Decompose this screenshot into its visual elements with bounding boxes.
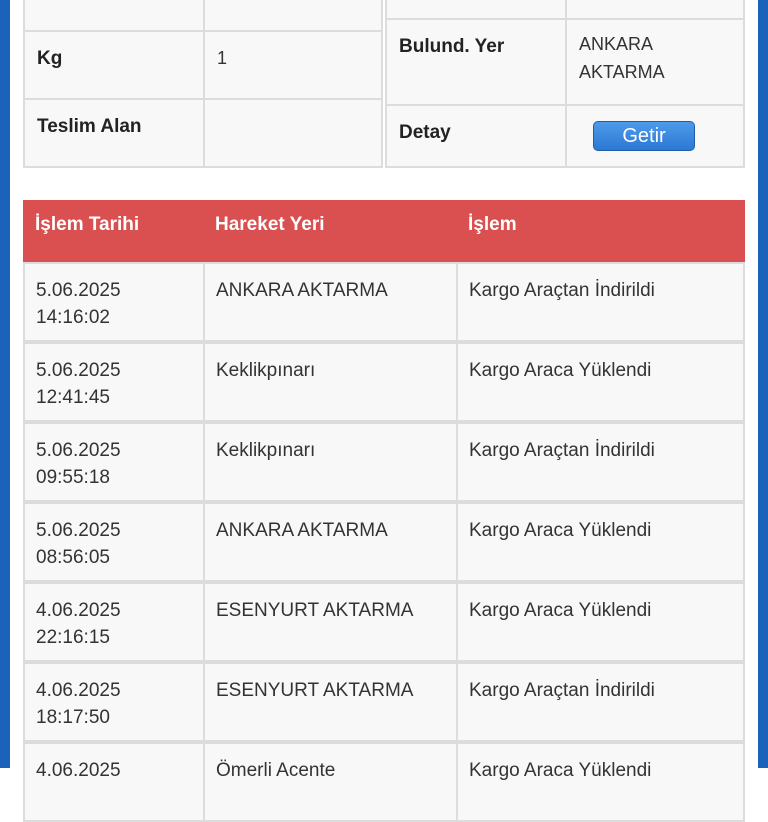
row-time: 22:16:15: [36, 627, 110, 648]
kg-value-cell: [203, 30, 383, 100]
header-islem-tarihi-label: İşlem Tarihi: [35, 214, 140, 235]
getir-button[interactable]: Getir: [593, 121, 695, 151]
action-cell: [456, 742, 745, 822]
action-cell: [456, 262, 745, 342]
row-date: 5.06.2025: [36, 520, 121, 541]
date-cell: [23, 742, 205, 822]
info-cell-top-right: [203, 0, 383, 32]
header-islem: [456, 200, 745, 262]
bulund-yer-label: Bulund. Yer: [399, 36, 505, 57]
date-cell: [23, 662, 205, 742]
row-place: Ömerli Acente: [216, 760, 336, 781]
row-place: Keklikpınarı: [216, 440, 316, 461]
row-action: Kargo Araçtan İndirildi: [469, 680, 655, 701]
row-date: 5.06.2025: [36, 440, 121, 461]
teslim-alan-label-cell: [23, 98, 205, 168]
row-date: 5.06.2025: [36, 360, 121, 381]
row-date: 4.06.2025: [36, 760, 121, 781]
table-row: [13, 662, 735, 742]
row-time: 14:16:02: [36, 307, 110, 328]
action-cell: [456, 662, 745, 742]
place-cell: [203, 742, 458, 822]
row-time: 18:17:50: [36, 707, 110, 728]
row-action: Kargo Araca Yüklendi: [469, 520, 652, 541]
row-time: 09:55:18: [36, 467, 110, 488]
header-hareket-yeri-label: Hareket Yeri: [215, 214, 325, 235]
row-action: Kargo Araca Yüklendi: [469, 760, 652, 781]
table-row: [13, 262, 735, 342]
table-row: [13, 742, 735, 781]
date-cell: [23, 422, 205, 502]
action-cell: [456, 342, 745, 422]
bulund-yer-label-cell: [385, 18, 567, 106]
place-cell: [203, 502, 458, 582]
row-place: ANKARA AKTARMA: [216, 520, 388, 541]
row-place: ANKARA AKTARMA: [216, 280, 388, 301]
bulund-yer-value-cell: [565, 18, 745, 106]
place-cell: [203, 262, 458, 342]
action-cell: [456, 502, 745, 582]
row-date: 4.06.2025: [36, 680, 121, 701]
action-cell: [456, 582, 745, 662]
row-action: Kargo Araçtan İndirildi: [469, 280, 655, 301]
row-place: ESENYURT AKTARMA: [216, 680, 414, 701]
info-cell-top-right-2: [565, 0, 745, 20]
row-action: Kargo Araca Yüklendi: [469, 360, 652, 381]
table-row: [13, 582, 735, 662]
bulund-yer-value-line2: AKTARMA: [579, 62, 665, 82]
table-row: [13, 422, 735, 502]
header-islem-tarihi: [23, 200, 205, 262]
date-cell: [23, 582, 205, 662]
teslim-alan-label: Teslim Alan: [37, 116, 142, 137]
row-action: Kargo Araçtan İndirildi: [469, 440, 655, 461]
place-cell: [203, 662, 458, 742]
kg-label-cell: [23, 30, 205, 100]
right-frame-border: [758, 0, 768, 768]
row-place: Keklikpınarı: [216, 360, 316, 381]
kg-value: 1: [217, 48, 228, 68]
place-cell: [203, 342, 458, 422]
detay-label-cell: [385, 104, 567, 168]
teslim-alan-value-cell: [203, 98, 383, 168]
row-time: 08:56:05: [36, 547, 110, 568]
date-cell: [23, 342, 205, 422]
header-islem-label: İşlem: [468, 214, 517, 235]
row-date: 4.06.2025: [36, 600, 121, 621]
table-row: [13, 342, 735, 422]
kg-label: Kg: [37, 48, 63, 69]
date-cell: [23, 262, 205, 342]
place-cell: [203, 582, 458, 662]
header-hareket-yeri: [203, 200, 458, 262]
table-row: [13, 502, 735, 582]
action-cell: [456, 422, 745, 502]
place-cell: [203, 422, 458, 502]
date-cell: [23, 502, 205, 582]
left-frame-border: [0, 0, 10, 768]
detay-label: Detay: [399, 122, 451, 143]
info-cell-top-left-2: [385, 0, 567, 20]
bulund-yer-value-line1: ANKARA: [579, 34, 654, 54]
row-date: 5.06.2025: [36, 280, 121, 301]
info-cell-top-left: [23, 0, 205, 32]
row-place: ESENYURT AKTARMA: [216, 600, 414, 621]
row-action: Kargo Araca Yüklendi: [469, 600, 652, 621]
row-time: 12:41:45: [36, 387, 110, 408]
